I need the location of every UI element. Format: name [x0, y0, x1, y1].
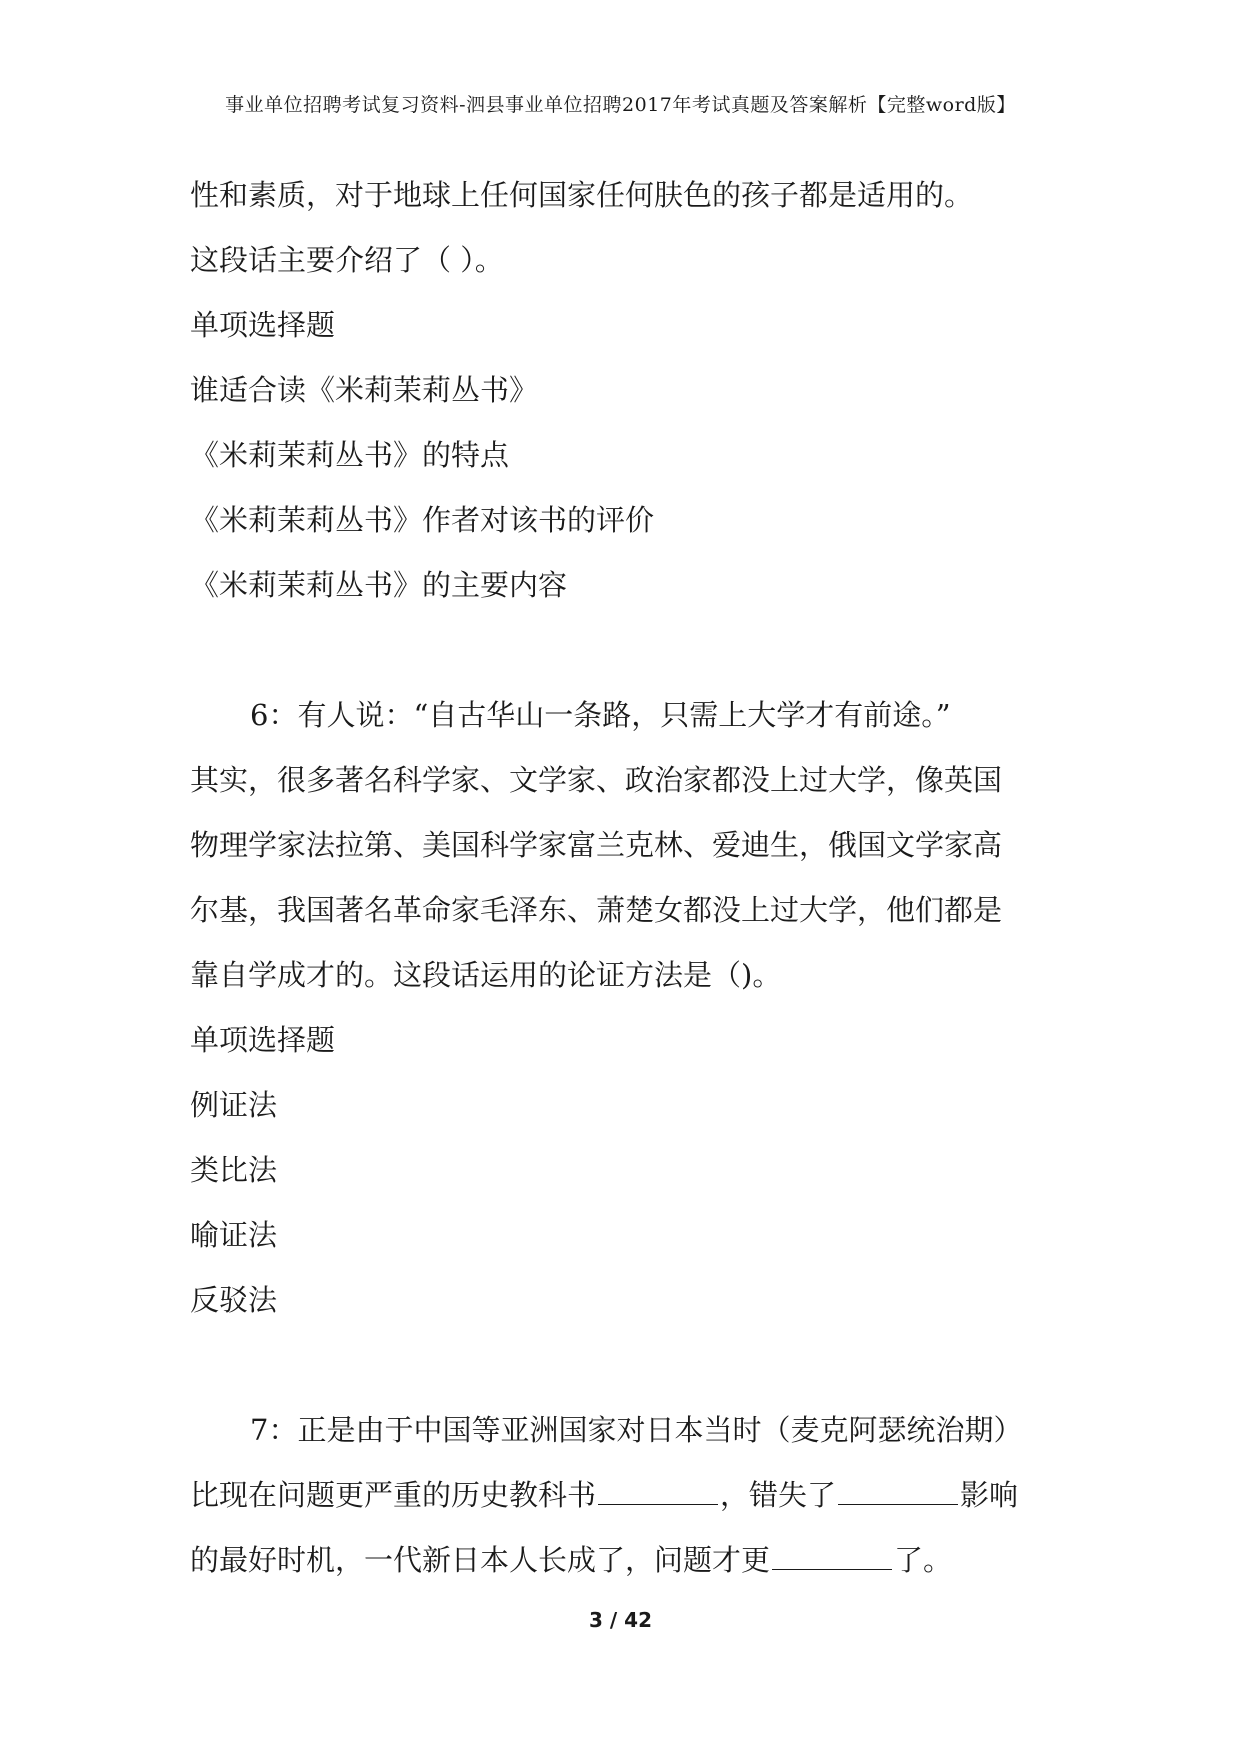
q5-type: 单项选择题	[190, 308, 336, 342]
fill-blank-2	[838, 1478, 958, 1505]
q7-text-segment: 影响	[960, 1478, 1019, 1512]
q6-stem-line-3: 物理学家法拉第、美国科学家富兰克林、爱迪生，俄国文学家高	[190, 828, 1003, 862]
fill-blank-1	[598, 1478, 718, 1505]
q5-stem-line-2: 这段话主要介绍了（ ）。	[190, 243, 504, 277]
q6-option-a: 例证法	[190, 1088, 278, 1122]
q5-option-d: 《米莉茉莉丛书》的主要内容	[190, 568, 568, 602]
spacer	[190, 1333, 1070, 1398]
page-header: 事业单位招聘考试复习资料-泗县事业单位招聘2017年考试真题及答案解析【完整word版】	[225, 94, 1016, 116]
q7-text-segment: 比现在问题更严重的历史教科书	[190, 1478, 597, 1512]
page-number: 3 / 42	[589, 1608, 652, 1632]
q5-stem-line-1: 性和素质，对于地球上任何国家任何肤色的孩子都是适用的。	[190, 178, 974, 212]
q7-text-segment: 了。	[894, 1543, 953, 1577]
q6-stem-line-4: 尔基，我国著名革命家毛泽东、萧楚女都没上过大学，他们都是	[190, 893, 1003, 927]
document-body	[190, 163, 1070, 1593]
q5-option-c: 《米莉茉莉丛书》作者对该书的评价	[190, 503, 655, 537]
q7-text-segment: 的最好时机，一代新日本人长成了，问题才更	[190, 1543, 771, 1577]
q7-stem-line-1: 7：正是由于中国等亚洲国家对日本当时（麦克阿瑟统治期）	[250, 1413, 1023, 1447]
q6-stem-line-2: 其实，很多著名科学家、文学家、政治家都没上过大学，像英国	[190, 763, 1003, 797]
q6-type: 单项选择题	[190, 1023, 336, 1057]
q5-option-b: 《米莉茉莉丛书》的特点	[190, 438, 510, 472]
q7-stem-line-2	[190, 1463, 1070, 1528]
spacer	[190, 618, 1070, 683]
q6-stem-line-1: 6：有人说：“自古华山一条路，只需上大学才有前途。”	[250, 698, 951, 732]
q7-stem-line-3	[190, 1528, 1070, 1593]
q6-option-b: 类比法	[190, 1153, 278, 1187]
q6-option-c: 喻证法	[190, 1218, 278, 1252]
q7-text-segment: ，错失了	[720, 1478, 837, 1512]
q6-option-d: 反驳法	[190, 1283, 278, 1317]
q6-stem-line-5: 靠自学成才的。这段话运用的论证方法是（)。	[190, 958, 782, 992]
fill-blank-3	[772, 1543, 892, 1570]
q5-option-a: 谁适合读《米莉茉莉丛书》	[190, 373, 539, 407]
